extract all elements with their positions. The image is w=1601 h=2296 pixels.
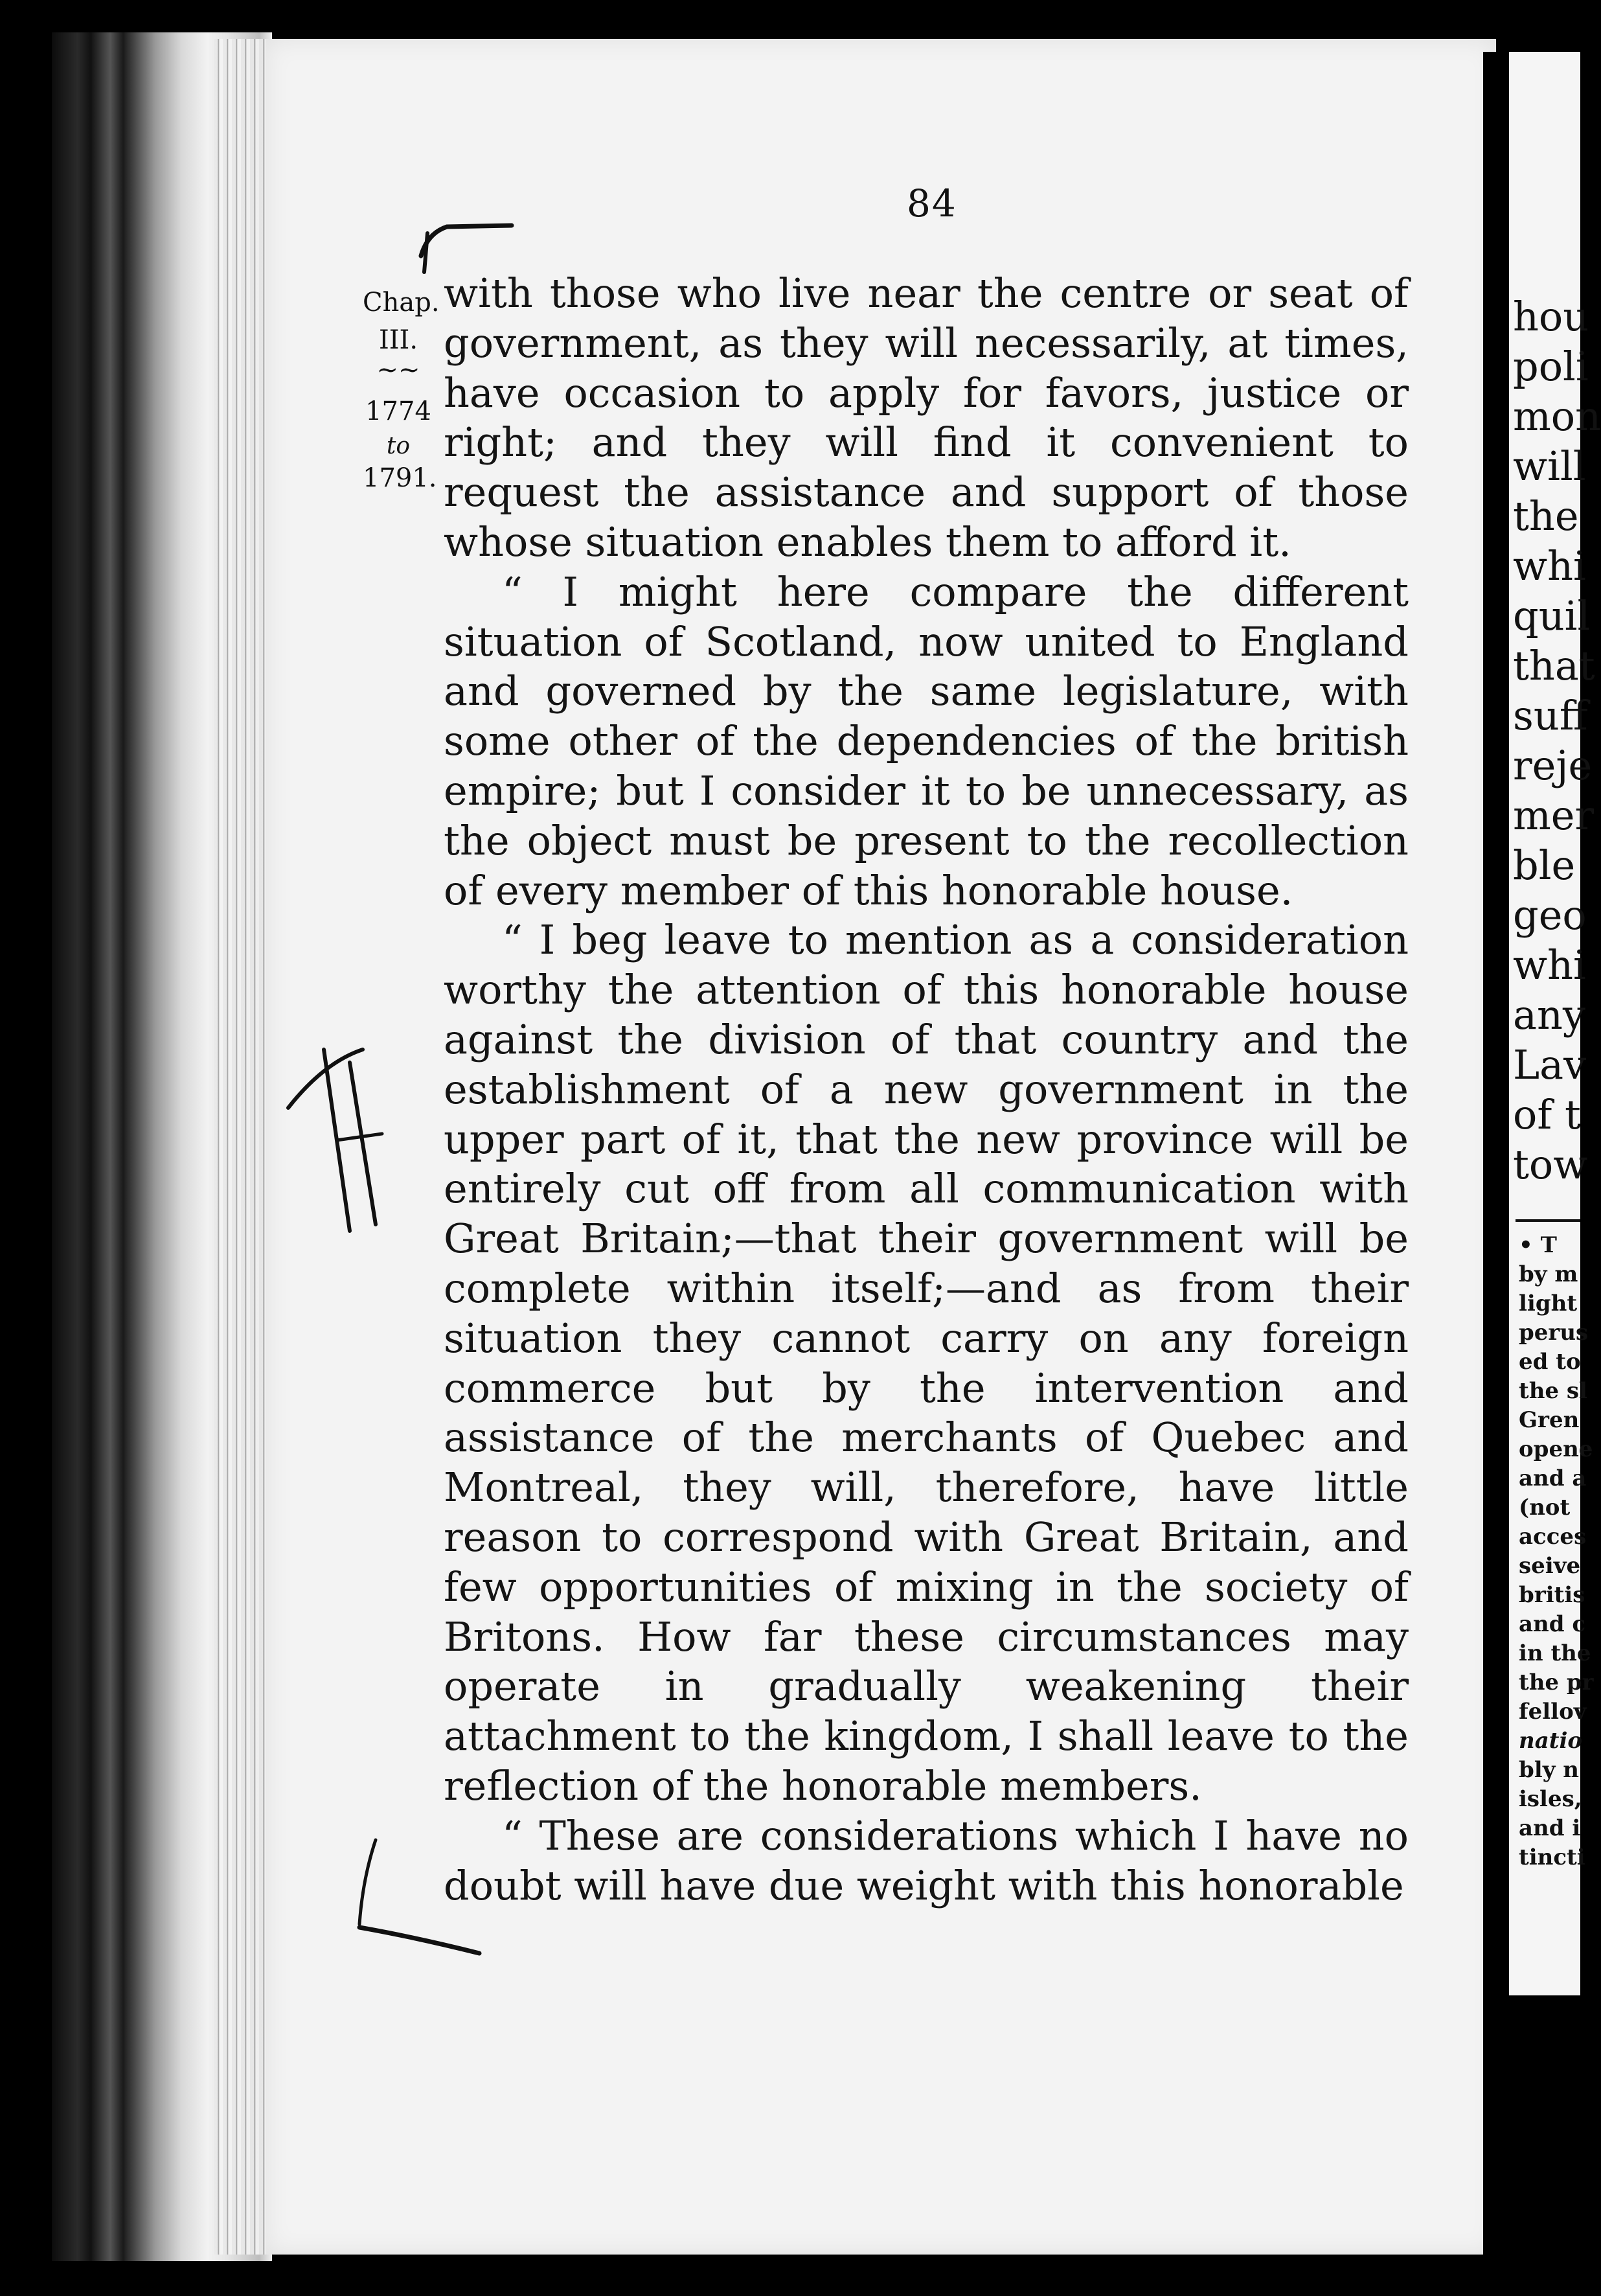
margin-year-start: 1774 [365,396,431,426]
pen-bracket-bottom [359,1840,376,1924]
footnote-line: and i [1519,1815,1581,1841]
footnote-line: Gren [1519,1407,1580,1433]
margin-year-end: 1791. [363,463,437,493]
paragraph: with those who live near the centre or seat of government, as they will necessarily, at times, have occasion to apply for favors, justice or right; and they will find it convenient to request the assistance and support of those whose situation enables them to afford it. [444,270,1409,566]
facing-line: whi [1513,542,1586,590]
footnote-line: the pr [1519,1670,1594,1695]
facing-line: reje [1513,742,1593,789]
page-number: 84 [907,181,957,225]
footnote-line: and c [1519,1611,1586,1637]
facing-line: suff [1513,692,1588,739]
facing-line: will [1513,442,1586,490]
paragraph: “ I might here compare the different situation of Scotland, now united to England and governed by the same legislature, with some other of the dependencies of the british empire; but I consider it to be unnecessary, as the object must be present to the recollection of every member of this honorable house. [444,568,1409,914]
footnote-line: light [1519,1291,1578,1316]
facing-line: the [1513,492,1579,540]
footnote-line: britis [1519,1582,1585,1608]
footnote-line: seive [1519,1553,1581,1579]
footnote-line: perus [1519,1320,1589,1346]
margin-ornament: ~~ [376,355,420,385]
footnote-line: by m [1519,1261,1578,1287]
footnote-line: bly n [1519,1757,1580,1783]
footnote-line: opene [1519,1436,1593,1462]
footnote-line: the sl [1519,1378,1587,1404]
facing-line: hou [1513,293,1589,340]
facing-line: mon [1513,393,1601,440]
margin-year-to: to [386,433,411,459]
footnote-line: tincti [1519,1844,1585,1870]
footnote-line: ed to [1519,1349,1581,1375]
facing-line: that [1513,642,1595,689]
facing-line: poli [1513,343,1589,390]
footnote-line: • T [1519,1232,1557,1258]
footnote-line: fellov [1519,1699,1587,1725]
facing-line: whi [1513,941,1586,989]
margin-chapter-numeral: III. [378,325,418,355]
footnote-line: and a [1519,1465,1587,1491]
margin-chapter-label: Chap. [363,288,440,317]
paragraph: “ These are considerations which I have no doubt will have due weight with this honorable [444,1811,1409,1909]
pen-bracket-top [421,225,512,256]
facing-line: any [1513,991,1585,1039]
facing-line: geo [1513,891,1587,939]
footnote-line: isles, [1519,1786,1582,1812]
footnote-line: natio [1519,1728,1583,1754]
facing-line: Lav [1513,1041,1587,1088]
paragraph: “ I beg leave to mention as a consideration worthy the attention of this honorable house against the division of that country and the establishment of a new government in the upper part of it, that the new province will be entirely cut off from all communication with Great Britain;—that their government will be complete within itself;—and as from their situation they cannot carry on any foreign commerce but by the intervention and assistance of the merchants of Quebec and Montreal, they will, therefore, have little reason to correspond with Great Britain, and few opportunities of mixing in the society of Britons. How far these circumstances may operate in gradually weakening their attachment to the kingdom, I shall leave to the reflection of the honorable members. [444,916,1409,1809]
facing-line: of t [1513,1091,1581,1138]
footnote-line: (not [1519,1495,1571,1521]
facing-line: mer [1513,792,1595,839]
facing-line: ble [1513,842,1576,889]
facing-line: tow [1513,1141,1588,1188]
facing-line: quil [1513,592,1591,639]
footnote-line: in the [1519,1640,1591,1666]
footnote-line: acces [1519,1524,1587,1550]
